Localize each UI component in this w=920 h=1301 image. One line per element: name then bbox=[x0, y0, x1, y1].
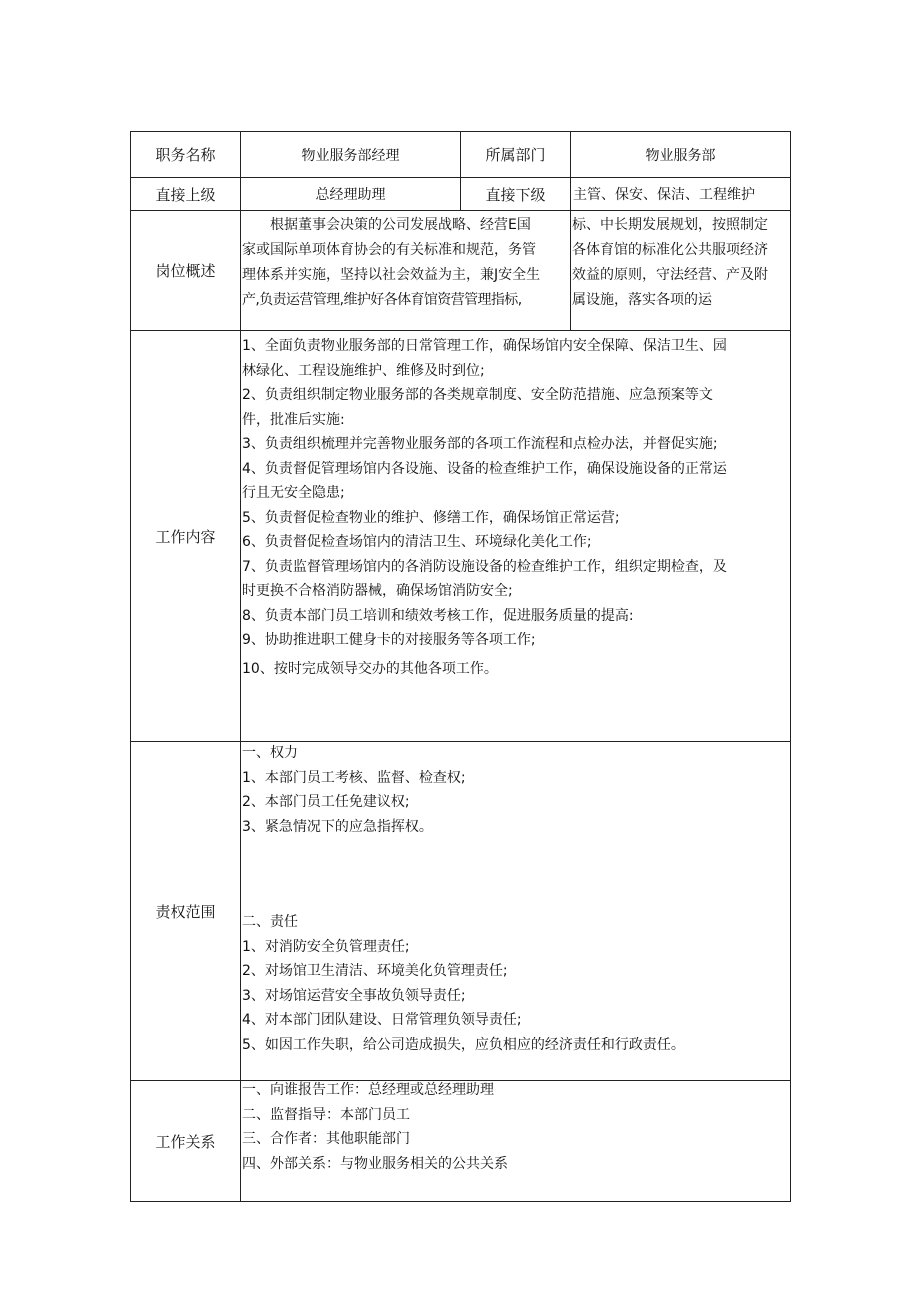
overview-text-left bbox=[241, 213, 571, 329]
list-item: 行且无安全隐患; bbox=[242, 485, 345, 501]
department-value: 物业服务部 bbox=[645, 147, 716, 164]
list-item: 6、负责督促检查场馆内的清洁卫生、环境绿化美化工作; bbox=[242, 534, 592, 550]
list-item: 3、负责组织梳理并完善物业服务部的各项工作流程和点检办法，并督促实施; bbox=[242, 436, 718, 452]
relations-label: 工作关系 bbox=[155, 1132, 216, 1151]
list-item: 一、向谁报告工作：总经理或总经理助理 bbox=[242, 1082, 494, 1098]
list-item: 三、合作者：其他职能部门 bbox=[242, 1131, 410, 1147]
list-item: 1、对消防安全负管理责任; bbox=[242, 938, 410, 955]
superior-label: 直接上级 bbox=[155, 185, 216, 204]
department-label: 所属部门 bbox=[485, 146, 546, 164]
list-item: 3、紧急情况下的应急指挥权。 bbox=[242, 818, 433, 835]
duties-label: 工作内容 bbox=[155, 527, 216, 546]
spacer bbox=[242, 839, 788, 910]
list-item: 4、对本部门团队建设、日常管理负领导责任; bbox=[242, 1012, 522, 1028]
duties-list bbox=[242, 334, 788, 739]
superior-value: 总经理助理 bbox=[315, 187, 386, 203]
list-item: 2、负责组织制定物业服务部的各类规章制度、安全防范措施、应急预案等文 bbox=[242, 387, 713, 403]
list-item: 3、对场馆运营安全事故负领导责任; bbox=[242, 987, 466, 1004]
list-item: 5、如因工作失职，给公司造成损失，应负相应的经济责任和行政责任。 bbox=[242, 1036, 685, 1053]
overview-line: 理体系并实施，坚持以社会效益为主，兼J安全生 bbox=[242, 267, 541, 283]
overview-line: 各体育馆的标准化公共服项经济 bbox=[572, 242, 768, 258]
list-item: 2、本部门员工任免建议权; bbox=[242, 794, 410, 810]
list-item: 5、负责督促检查物业的维护、修缮工作，确保场馆正常运营; bbox=[242, 509, 620, 526]
subordinate-label: 直接下级 bbox=[485, 185, 546, 204]
list-item: 1、全面负责物业服务部的日常管理工作，确保场馆内安全保障、保洁卫生、园 bbox=[242, 338, 727, 354]
authority-label: 责权范围 bbox=[155, 902, 216, 921]
list-item: 件，批准后实施: bbox=[242, 411, 345, 428]
list-item: 林绿化、工程设施维护、维修及时到位; bbox=[242, 362, 485, 379]
list-item: 10、按时完成领导交办的其他各项工作。 bbox=[242, 660, 498, 677]
overview-text-right bbox=[572, 213, 790, 329]
overview-line: 根据董事会决策的公司发展战略、经营E国 bbox=[270, 217, 531, 233]
relations-list bbox=[242, 1078, 788, 1198]
list-item: 8、负责本部门员工培训和绩效考核工作，促进服务质量的提高: bbox=[242, 607, 634, 624]
job-title-value: 物业服务部经理 bbox=[301, 147, 400, 164]
table-border-right bbox=[790, 131, 791, 1202]
overview-label: 岗位概述 bbox=[155, 262, 216, 280]
overview-line: 产,负责运营管理,维护好各体育馆资营管理指标, bbox=[242, 292, 522, 308]
power-title: 一、权力 bbox=[242, 745, 298, 761]
table-border-bottom bbox=[130, 1201, 791, 1202]
list-item: 4、负责督促管理场馆内各设施、设备的检查维护工作，确保设施设备的正常运 bbox=[242, 460, 727, 477]
list-item: 1、本部门员工考核、监督、检查权; bbox=[242, 769, 466, 786]
list-item: 9、协助推进职工健身卡的对接服务等各项工作; bbox=[242, 632, 536, 648]
overview-line: 家或国际单项体育协会的有关标准和规范，务管 bbox=[242, 242, 536, 258]
authority-content bbox=[242, 741, 788, 1079]
responsibility-title: 二、责任 bbox=[242, 914, 298, 930]
overview-line: 标、中长期发展规划，按照制定 bbox=[572, 217, 768, 233]
list-item: 四、外部关系：与物业服务相关的公共关系 bbox=[242, 1155, 508, 1172]
overview-line: 效益的原则，守法经营、产及附 bbox=[572, 267, 768, 283]
subordinate-value: 主管、保安、保洁、工程维护 bbox=[573, 187, 755, 203]
list-item: 2、对场馆卫生清洁、环境美化负管理责任; bbox=[242, 963, 508, 979]
list-item: 二、监督指导：本部门员工 bbox=[242, 1106, 410, 1123]
overview-line: 属设施，落实各项的运 bbox=[572, 292, 712, 308]
job-title-label: 职务名称 bbox=[155, 146, 216, 164]
list-item: 7、负责监督管理场馆内的各消防设施设备的检查维护工作，组织定期检查，及 bbox=[242, 558, 727, 575]
list-item: 时更换不合格消防器械，确保场馆消防安全; bbox=[242, 583, 513, 599]
